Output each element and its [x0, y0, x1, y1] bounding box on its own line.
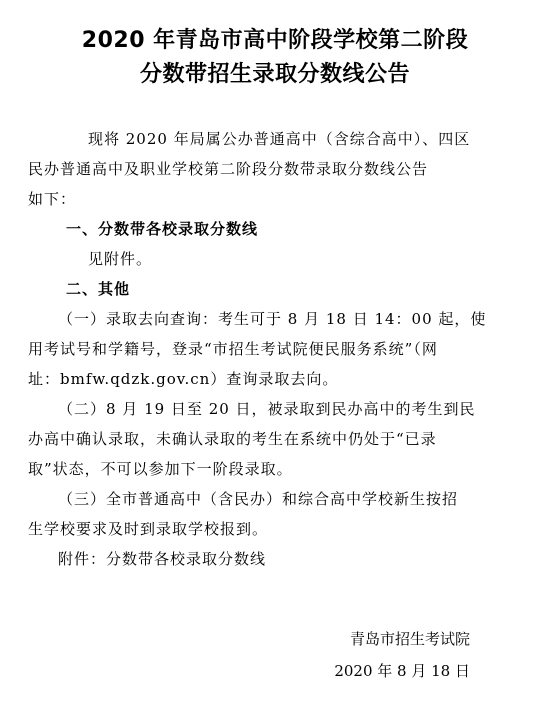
item1-line-1: （一）录取去向查询：考生可于 8 月 18 日 14：00 起，使 — [58, 310, 487, 328]
item1-line-3: 址：bmfw.qdzk.gov.cn）查询录取去向。 — [28, 370, 339, 388]
section2-item1 — [28, 304, 518, 394]
section1-heading: 一、分数带各校录取分数线 — [66, 220, 259, 238]
intro-line-1: 现将 2020 年局属公办普通高中（含综合高中）、四区 — [88, 130, 471, 148]
intro-line-3: 如下： — [28, 190, 77, 208]
attachment-link[interactable]: 附件：分数带各校录取分数线 — [58, 550, 267, 568]
item3-line-1: （三）全市普通高中（含民办）和综合高中学校新生按招 — [58, 490, 459, 508]
intro-line-2: 民办普通高中及职业学校第二阶段分数带录取分数线公告 — [28, 160, 429, 178]
section2-item2 — [28, 394, 518, 484]
item3-line-2: 生学校要求及时到录取学校报到。 — [28, 520, 269, 538]
notice-body — [28, 124, 518, 574]
signature-date: 2020 年 8 月 18 日 — [334, 662, 470, 680]
section2-item3 — [28, 484, 518, 544]
item2-line-3: 取”状态，不可以参加下一阶段录取。 — [28, 460, 293, 478]
signature-org: 青岛市招生考试院 — [349, 630, 470, 648]
notice-title-line1: 2020 年青岛市高中阶段学校第二阶段 — [81, 28, 469, 53]
item2-line-2: 办高中确认录取，未确认录取的考生在系统中仍处于“已录 — [28, 430, 437, 448]
intro-paragraph — [28, 124, 518, 214]
section1-text: 见附件。 — [88, 250, 153, 268]
item2-line-1: （二）8 月 19 日至 20 日，被录取到民办高中的考生到民 — [58, 400, 476, 418]
section2-heading: 二、其他 — [66, 280, 131, 298]
item1-line-2: 用考试号和学籍号，登录“市招生考试院便民服务系统”（网 — [28, 340, 438, 358]
notice-title-line2: 分数带招生录取分数线公告 — [139, 62, 410, 87]
